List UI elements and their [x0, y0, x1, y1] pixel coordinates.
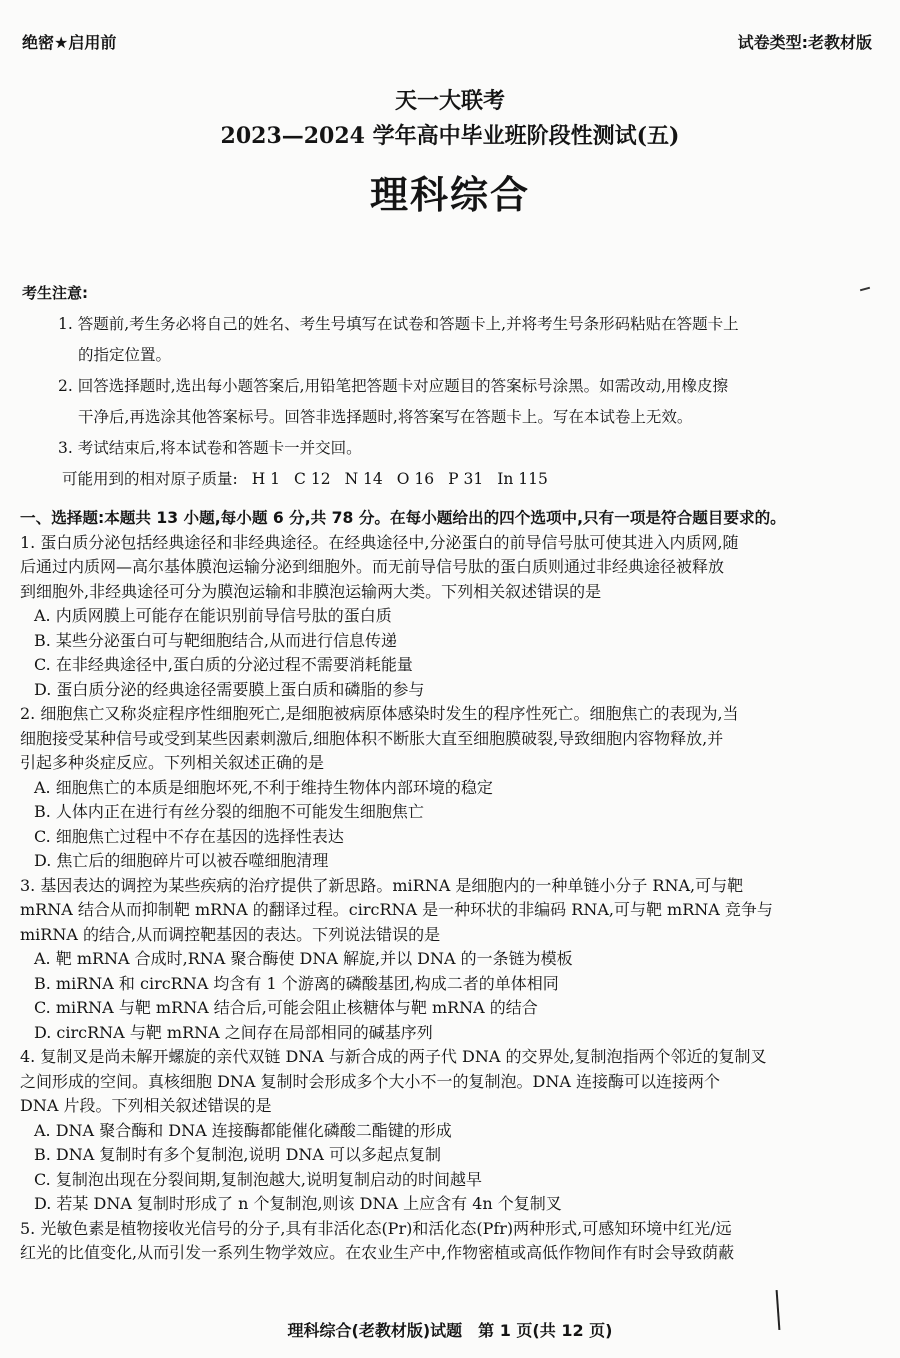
- option-a: A. 内质网膜上可能存在能识别前导信号肽的蛋白质: [34, 606, 392, 625]
- paper-type: 试卷类型:老教材版: [737, 33, 872, 52]
- atomic-masses-label: 可能用到的相对原子质量:: [62, 470, 238, 488]
- question-stem-line: 1. 蛋白质分泌包括经典途径和非经典途径。在经典途径中,分泌蛋白的前导信号肽可使其进入内质网,随: [20, 532, 739, 552]
- question-stem-line: 红光的比值变化,从而引发一系列生物学效应。在农业生产中,作物密植或高低作物间作有时会导致荫蔽: [20, 1243, 735, 1262]
- mass-o: O 16: [396, 470, 435, 488]
- question-stem-line: miRNA 的结合,从而调控靶基因的表达。下列说法错误的是: [20, 924, 441, 944]
- question-stem-line: 4. 复制叉是尚未解开螺旋的亲代双链 DNA 与新合成的两子代 DNA 的交界处,复制泡指两个邻近的复制叉: [20, 1047, 767, 1066]
- option-d: D. 焦亡后的细胞碎片可以被吞噬细胞清理: [34, 851, 329, 870]
- notice-heading: 考生注意:: [22, 284, 88, 302]
- option-b: B. miRNA 和 circRNA 均含有 1 个游离的磷酸基团,构成二者的单体相同: [34, 973, 559, 993]
- option-d: D. 蛋白质分泌的经典途径需要膜上蛋白质和磷脂的参与: [34, 679, 425, 699]
- option-c: C. 细胞焦亡过程中不存在基因的选择性表达: [34, 826, 344, 846]
- question-stem-line: 后通过内质网—高尔基体膜泡运输分泌到细胞外。而无前导信号肽的蛋白质则通过非经典途径被释放: [20, 557, 725, 576]
- confidential-mark: 绝密★启用前: [22, 33, 117, 52]
- question-stem-line: DNA 片段。下列相关叙述错误的是: [20, 1096, 272, 1115]
- question-2: [20, 702, 876, 874]
- question-stem-line: 3. 基因表达的调控为某些疾病的治疗提供了新思路。miRNA 是细胞内的一种单链小分子 RNA,可与靶: [20, 875, 744, 895]
- question-1: [20, 531, 876, 703]
- candidate-notice: [22, 278, 874, 495]
- option-d: D. 若某 DNA 复制时形成了 n 个复制泡,则该 DNA 上应含有 4n 个复制叉: [34, 1194, 562, 1213]
- option-c: C. miRNA 与靶 mRNA 结合后,可能会阻止核糖体与靶 mRNA 的结合: [34, 998, 538, 1017]
- option-d: D. circRNA 与靶 mRNA 之间存在局部相同的碱基序列: [34, 1022, 433, 1042]
- option-b: B. 某些分泌蛋白可与靶细胞结合,从而进行信息传递: [34, 630, 398, 650]
- question-stem-line: 细胞接受某种信号或受到某些因素刺激后,细胞体积不断胀大直至细胞膜破裂,导致细胞内容物释放,并: [20, 728, 724, 748]
- notice-item-1: 1. 答题前,考生务必将自己的姓名、考生号填写在试卷和答题卡上,并将考生号条形码粘贴在答题卡上: [58, 315, 739, 333]
- question-stem-line: 引起多种炎症反应。下列相关叙述正确的是: [20, 753, 325, 772]
- subject-title: 理科综合: [369, 173, 530, 217]
- notice-item-2-cont: 干净后,再选涂其他答案标号。回答非选择题时,将答案写在答题卡上。写在本试卷上无效。: [78, 408, 693, 426]
- question-4: [20, 1045, 876, 1217]
- mass-in: In 115: [497, 470, 548, 488]
- section-title: 一、选择题:本题共 13 小题,每小题 6 分,共 78 分。在每小题给出的四个选项中,只有一项是符合题目要求的。: [20, 509, 786, 527]
- question-3: [20, 874, 876, 1046]
- option-b: B. 人体内正在进行有丝分裂的细胞不可能发生细胞焦亡: [34, 802, 424, 821]
- question-5: [20, 1217, 876, 1266]
- option-c: C. 在非经典途径中,蛋白质的分泌过程不需要消耗能量: [34, 655, 413, 674]
- exam-name: 2023—2024 学年高中毕业班阶段性测试(五): [220, 123, 680, 149]
- mass-n: N 14: [344, 470, 383, 488]
- question-stem-line: 之间形成的空间。真核细胞 DNA 复制时会形成多个大小不一的复制泡。DNA 连接酶可以连接两个: [20, 1071, 721, 1091]
- option-c: C. 复制泡出现在分裂间期,复制泡越大,说明复制启动的时间越早: [34, 1169, 483, 1189]
- mass-h: H 1: [251, 470, 281, 488]
- option-a: A. 细胞焦亡的本质是细胞坏死,不利于维持生物体内部环境的稳定: [34, 777, 493, 797]
- question-stem-line: 到细胞外,非经典途径可分为膜泡运输和非膜泡运输两大类。下列相关叙述错误的是: [20, 581, 602, 601]
- question-stem-line: 5. 光敏色素是植物接收光信号的分子,具有非活化态(Pr)和活化态(Pfr)两种形式,可感知环境中红光/远: [20, 1218, 732, 1238]
- notice-item-3: 3. 考试结束后,将本试卷和答题卡一并交回。: [58, 439, 362, 457]
- notice-item-2: 2. 回答选择题时,选出每小题答案后,用铅笔把答题卡对应题目的答案标号涂黑。如需改动,用橡皮擦: [58, 377, 728, 395]
- exam-organizer: 天一大联考: [394, 88, 505, 114]
- multiple-choice-section: [20, 506, 876, 1266]
- page-footer: 理科综合(老教材版)试题 第 1 页(共 12 页): [287, 1321, 613, 1340]
- question-stem-line: 2. 细胞焦亡又称炎症程序性细胞死亡,是细胞被病原体感染时发生的程序性死亡。细胞焦亡的表现为,当: [20, 704, 739, 723]
- top-bar: [22, 30, 872, 53]
- mass-c: C 12: [294, 470, 331, 488]
- option-b: B. DNA 复制时有多个复制泡,说明 DNA 可以多起点复制: [34, 1145, 442, 1164]
- option-a: A. DNA 聚合酶和 DNA 连接酶都能催化磷酸二酯键的形成: [34, 1120, 452, 1140]
- question-stem-line: mRNA 结合从而抑制靶 mRNA 的翻译过程。circRNA 是一种环状的非编码 RNA,可与靶 mRNA 竞争与: [20, 900, 773, 919]
- title-block: [0, 84, 900, 220]
- atomic-masses: [22, 464, 874, 495]
- option-a: A. 靶 mRNA 合成时,RNA 聚合酶使 DNA 解旋,并以 DNA 的一条链为模板: [34, 949, 573, 968]
- mass-p: P 31: [448, 470, 484, 488]
- notice-item-1-cont: 的指定位置。: [78, 346, 172, 364]
